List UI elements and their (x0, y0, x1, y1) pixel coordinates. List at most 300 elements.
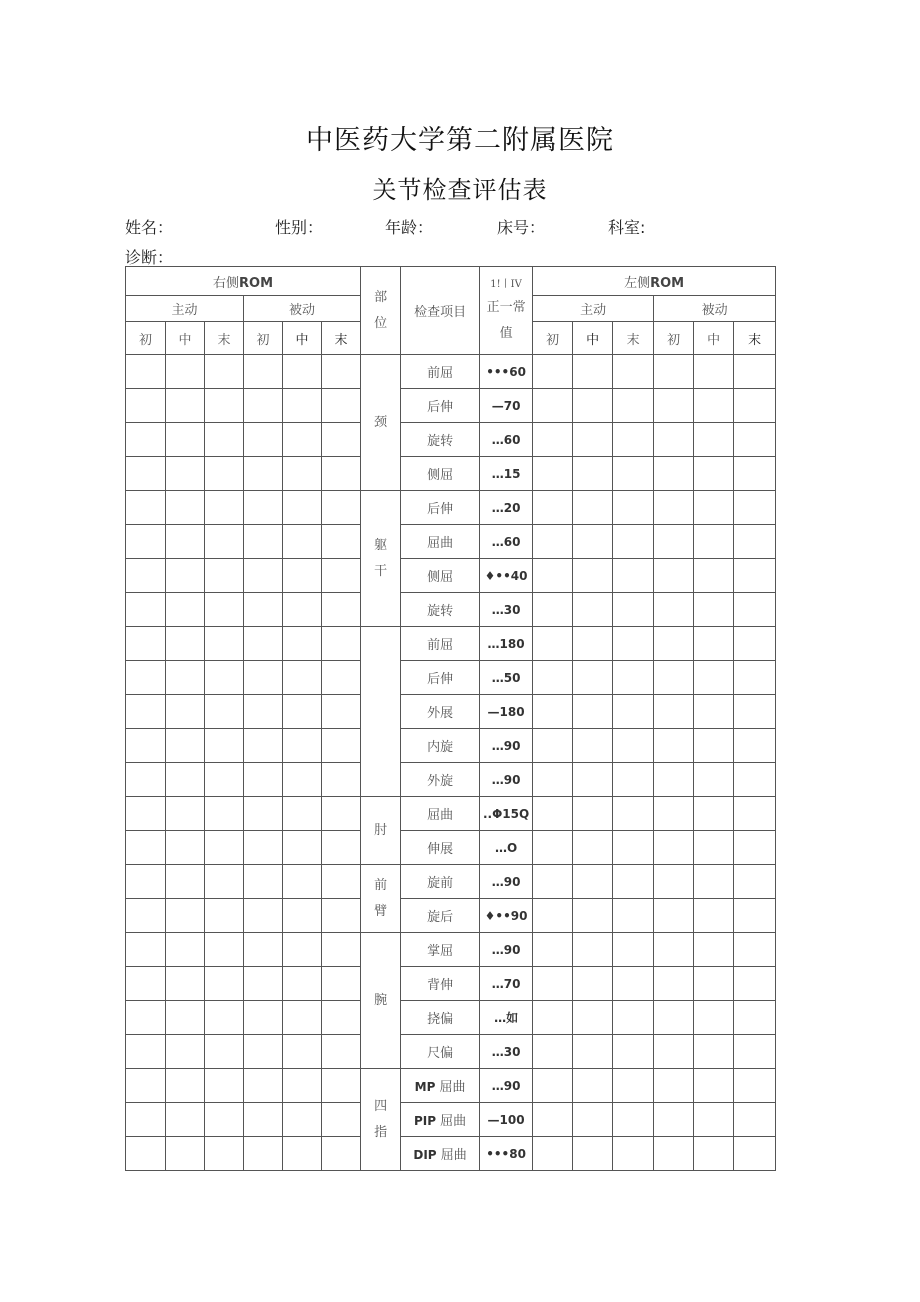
left-rom-cell[interactable] (694, 627, 734, 661)
right-rom-cell[interactable] (283, 695, 322, 729)
right-rom-cell[interactable] (322, 525, 361, 559)
right-rom-cell[interactable] (205, 355, 244, 389)
right-rom-cell[interactable] (283, 763, 322, 797)
left-rom-cell[interactable] (573, 695, 613, 729)
left-rom-cell[interactable] (613, 967, 654, 1001)
left-rom-cell[interactable] (694, 797, 734, 831)
left-rom-cell[interactable] (654, 865, 694, 899)
right-rom-cell[interactable] (126, 729, 166, 763)
right-rom-cell[interactable] (283, 1001, 322, 1035)
left-rom-cell[interactable] (613, 1103, 654, 1137)
right-rom-cell[interactable] (166, 423, 205, 457)
right-rom-cell[interactable] (166, 933, 205, 967)
right-rom-cell[interactable] (244, 355, 283, 389)
normal-value-cell: ..Φ15Q (480, 797, 533, 831)
right-rom-cell[interactable] (322, 831, 361, 865)
right-rom-cell[interactable] (283, 627, 322, 661)
left-rom-cell[interactable] (734, 1001, 776, 1035)
right-rom-cell[interactable] (205, 763, 244, 797)
left-rom-cell[interactable] (694, 593, 734, 627)
right-rom-cell[interactable] (205, 627, 244, 661)
right-rom-cell[interactable] (166, 967, 205, 1001)
left-rom-cell[interactable] (654, 457, 694, 491)
right-rom-cell[interactable] (283, 525, 322, 559)
right-rom-cell[interactable] (205, 525, 244, 559)
left-rom-cell[interactable] (613, 695, 654, 729)
left-rom-cell[interactable] (533, 559, 573, 593)
right-rom-cell[interactable] (244, 525, 283, 559)
left-rom-cell[interactable] (694, 1069, 734, 1103)
right-rom-cell[interactable] (205, 389, 244, 423)
right-rom-cell[interactable] (166, 1137, 205, 1171)
right-rom-cell[interactable] (126, 627, 166, 661)
left-rom-cell[interactable] (613, 729, 654, 763)
left-rom-cell[interactable] (573, 389, 613, 423)
right-rom-cell[interactable] (205, 1001, 244, 1035)
right-rom-cell[interactable] (283, 1035, 322, 1069)
left-rom-cell[interactable] (573, 1035, 613, 1069)
left-rom-cell[interactable] (654, 933, 694, 967)
part-cell (361, 355, 401, 491)
left-rom-cell[interactable] (573, 1069, 613, 1103)
joint-assessment-table (125, 266, 776, 1171)
right-rom-cell[interactable] (283, 729, 322, 763)
left-rom-cell[interactable] (573, 899, 613, 933)
right-rom-cell[interactable] (166, 899, 205, 933)
right-rom-cell[interactable] (244, 695, 283, 729)
left-rom-cell[interactable] (613, 627, 654, 661)
left-rom-cell[interactable] (694, 899, 734, 933)
right-rom-cell[interactable] (205, 1137, 244, 1171)
right-rom-cell[interactable] (322, 695, 361, 729)
right-rom-cell[interactable] (205, 967, 244, 1001)
right-rom-cell[interactable] (166, 355, 205, 389)
left-rom-cell[interactable] (573, 661, 613, 695)
left-rom-cell[interactable] (734, 491, 776, 525)
left-rom-cell[interactable] (654, 1001, 694, 1035)
right-rom-cell[interactable] (166, 865, 205, 899)
left-rom-cell[interactable] (533, 423, 573, 457)
left-rom-cell[interactable] (654, 797, 694, 831)
left-rom-cell[interactable] (694, 423, 734, 457)
left-rom-cell[interactable] (573, 729, 613, 763)
left-rom-cell[interactable] (533, 1001, 573, 1035)
right-rom-cell[interactable] (205, 797, 244, 831)
left-rom-cell[interactable] (573, 933, 613, 967)
left-rom-cell[interactable] (694, 491, 734, 525)
left-rom-cell[interactable] (573, 593, 613, 627)
right-rom-cell[interactable] (205, 423, 244, 457)
left-rom-cell[interactable] (734, 865, 776, 899)
right-rom-cell[interactable] (205, 661, 244, 695)
left-rom-cell[interactable] (694, 865, 734, 899)
left-rom-cell[interactable] (694, 1137, 734, 1171)
left-rom-cell[interactable] (573, 967, 613, 1001)
right-rom-cell[interactable] (166, 661, 205, 695)
left-rom-cell[interactable] (734, 1103, 776, 1137)
right-rom-cell[interactable] (244, 559, 283, 593)
left-rom-cell[interactable] (734, 831, 776, 865)
left-rom-cell[interactable] (734, 627, 776, 661)
left-rom-cell[interactable] (533, 389, 573, 423)
left-rom-cell[interactable] (613, 355, 654, 389)
left-rom-cell[interactable] (734, 423, 776, 457)
left-rom-cell[interactable] (613, 865, 654, 899)
left-rom-cell[interactable] (533, 899, 573, 933)
right-rom-cell[interactable] (244, 1035, 283, 1069)
normal-value-cell: —180 (480, 695, 533, 729)
left-rom-cell[interactable] (573, 865, 613, 899)
left-rom-cell[interactable] (694, 559, 734, 593)
left-rom-cell[interactable] (654, 967, 694, 1001)
right-rom-cell[interactable] (166, 593, 205, 627)
left-rom-cell[interactable] (613, 1069, 654, 1103)
left-rom-cell[interactable] (533, 1035, 573, 1069)
right-rom-cell[interactable] (126, 797, 166, 831)
left-rom-cell[interactable] (694, 763, 734, 797)
right-rom-cell[interactable] (283, 661, 322, 695)
right-rom-cell[interactable] (205, 865, 244, 899)
left-rom-cell[interactable] (694, 831, 734, 865)
left-rom-cell[interactable] (694, 355, 734, 389)
normal-value-cell: •••80 (480, 1137, 533, 1171)
right-rom-cell[interactable] (283, 899, 322, 933)
left-rom-cell[interactable] (694, 389, 734, 423)
left-rom-cell[interactable] (734, 355, 776, 389)
left-rom-cell[interactable] (734, 1069, 776, 1103)
left-rom-cell[interactable] (613, 797, 654, 831)
right-rom-cell[interactable] (322, 559, 361, 593)
left-rom-cell[interactable] (654, 695, 694, 729)
right-rom-cell[interactable] (244, 661, 283, 695)
right-rom-cell[interactable] (283, 797, 322, 831)
right-rom-cell[interactable] (205, 831, 244, 865)
right-rom-cell[interactable] (322, 1137, 361, 1171)
right-rom-cell[interactable] (126, 763, 166, 797)
right-rom-cell[interactable] (322, 1001, 361, 1035)
right-rom-cell[interactable] (244, 627, 283, 661)
right-rom-cell[interactable] (205, 695, 244, 729)
right-rom-cell[interactable] (126, 355, 166, 389)
right-rom-cell[interactable] (126, 695, 166, 729)
right-rom-cell[interactable] (283, 1137, 322, 1171)
right-rom-cell[interactable] (126, 1103, 166, 1137)
right-rom-cell[interactable] (205, 457, 244, 491)
right-rom-cell[interactable] (322, 729, 361, 763)
left-rom-cell[interactable] (573, 423, 613, 457)
normal-value-cell: •••60 (480, 355, 533, 389)
left-rom-cell[interactable] (654, 559, 694, 593)
left-rom-cell[interactable] (573, 797, 613, 831)
left-rom-cell[interactable] (533, 525, 573, 559)
right-rom-cell[interactable] (283, 967, 322, 1001)
left-rom-cell[interactable] (654, 899, 694, 933)
left-rom-cell[interactable] (613, 389, 654, 423)
left-rom-cell[interactable] (734, 1137, 776, 1171)
right-rom-cell[interactable] (126, 1035, 166, 1069)
right-rom-cell[interactable] (283, 491, 322, 525)
left-rom-cell[interactable] (613, 1137, 654, 1171)
left-rom-cell[interactable] (573, 525, 613, 559)
right-rom-cell[interactable] (244, 1001, 283, 1035)
left-rom-cell[interactable] (533, 967, 573, 1001)
left-rom-cell[interactable] (734, 661, 776, 695)
right-rom-cell[interactable] (126, 967, 166, 1001)
right-rom-cell[interactable] (166, 389, 205, 423)
left-rom-cell[interactable] (613, 661, 654, 695)
left-rom-cell[interactable] (533, 797, 573, 831)
right-rom-cell[interactable] (244, 933, 283, 967)
left-rom-cell[interactable] (573, 763, 613, 797)
right-rom-cell[interactable] (126, 423, 166, 457)
right-rom-cell[interactable] (166, 729, 205, 763)
right-rom-cell[interactable] (244, 831, 283, 865)
left-rom-cell[interactable] (734, 967, 776, 1001)
right-rom-cell[interactable] (166, 1069, 205, 1103)
right-rom-cell[interactable] (322, 355, 361, 389)
right-rom-cell[interactable] (166, 763, 205, 797)
left-rom-cell[interactable] (613, 933, 654, 967)
right-rom-cell[interactable] (166, 1103, 205, 1137)
left-rom-cell[interactable] (533, 729, 573, 763)
right-rom-cell[interactable] (126, 389, 166, 423)
right-rom-cell[interactable] (244, 1137, 283, 1171)
right-rom-cell[interactable] (205, 729, 244, 763)
right-rom-cell[interactable] (126, 865, 166, 899)
right-rom-cell[interactable] (322, 389, 361, 423)
left-rom-cell[interactable] (694, 1001, 734, 1035)
left-rom-cell[interactable] (613, 525, 654, 559)
right-rom-cell[interactable] (126, 559, 166, 593)
right-rom-cell[interactable] (205, 491, 244, 525)
right-rom-cell[interactable] (126, 1001, 166, 1035)
right-rom-cell[interactable] (205, 593, 244, 627)
left-rom-cell[interactable] (734, 695, 776, 729)
left-rom-cell[interactable] (613, 831, 654, 865)
left-rom-cell[interactable] (533, 355, 573, 389)
left-rom-cell[interactable] (573, 1001, 613, 1035)
right-rom-cell[interactable] (322, 593, 361, 627)
left-rom-cell[interactable] (613, 899, 654, 933)
left-rom-cell[interactable] (654, 729, 694, 763)
left-rom-cell[interactable] (613, 1001, 654, 1035)
left-rom-cell[interactable] (533, 457, 573, 491)
left-rom-cell[interactable] (734, 389, 776, 423)
right-rom-cell[interactable] (205, 1069, 244, 1103)
item-cell (401, 763, 480, 797)
right-rom-cell[interactable] (166, 695, 205, 729)
right-rom-cell[interactable] (244, 1103, 283, 1137)
left-rom-cell[interactable] (533, 491, 573, 525)
right-rom-cell[interactable] (283, 423, 322, 457)
right-rom-cell[interactable] (322, 899, 361, 933)
right-rom-cell[interactable] (244, 593, 283, 627)
right-rom-cell[interactable] (166, 1001, 205, 1035)
right-rom-cell[interactable] (244, 1069, 283, 1103)
left-rom-cell[interactable] (613, 423, 654, 457)
left-rom-cell[interactable] (654, 525, 694, 559)
left-rom-cell[interactable] (694, 525, 734, 559)
right-rom-cell[interactable] (322, 933, 361, 967)
left-rom-cell[interactable] (734, 1035, 776, 1069)
left-rom-cell[interactable] (613, 559, 654, 593)
right-rom-cell[interactable] (205, 1035, 244, 1069)
right-rom-cell[interactable] (283, 355, 322, 389)
right-rom-cell[interactable] (244, 423, 283, 457)
left-rom-cell[interactable] (654, 593, 694, 627)
left-rom-cell[interactable] (654, 355, 694, 389)
right-rom-cell[interactable] (322, 1069, 361, 1103)
right-rom-cell[interactable] (244, 729, 283, 763)
left-rom-cell[interactable] (734, 899, 776, 933)
right-rom-cell[interactable] (283, 457, 322, 491)
left-rom-cell[interactable] (734, 593, 776, 627)
left-rom-cell[interactable] (654, 627, 694, 661)
left-rom-cell[interactable] (573, 1137, 613, 1171)
right-rom-cell[interactable] (283, 865, 322, 899)
left-rom-cell[interactable] (573, 491, 613, 525)
left-rom-cell[interactable] (573, 457, 613, 491)
right-rom-cell[interactable] (166, 457, 205, 491)
left-rom-cell[interactable] (734, 457, 776, 491)
normal-value-cell: …如 (480, 1001, 533, 1035)
left-rom-cell[interactable] (734, 525, 776, 559)
left-rom-cell[interactable] (533, 661, 573, 695)
left-rom-cell[interactable] (694, 967, 734, 1001)
left-rom-cell[interactable] (734, 729, 776, 763)
right-rom-cell[interactable] (244, 763, 283, 797)
left-rom-cell[interactable] (613, 593, 654, 627)
left-rom-cell[interactable] (573, 627, 613, 661)
left-rom-cell[interactable] (654, 831, 694, 865)
right-rom-cell[interactable] (322, 423, 361, 457)
sex-label: 性别： (275, 218, 324, 237)
right-rom-cell[interactable] (126, 1069, 166, 1103)
left-rom-cell[interactable] (533, 695, 573, 729)
left-rom-cell[interactable] (573, 559, 613, 593)
left-rom-cell[interactable] (533, 831, 573, 865)
left-rom-cell[interactable] (734, 933, 776, 967)
right-rom-cell[interactable] (244, 457, 283, 491)
right-rom-cell[interactable] (244, 967, 283, 1001)
left-rom-cell[interactable] (654, 1069, 694, 1103)
right-rom-cell[interactable] (283, 1069, 322, 1103)
right-rom-cell[interactable] (283, 389, 322, 423)
right-rom-cell[interactable] (283, 593, 322, 627)
right-rom-cell[interactable] (244, 389, 283, 423)
right-rom-cell[interactable] (322, 491, 361, 525)
right-rom-cell[interactable] (166, 627, 205, 661)
right-rom-cell[interactable] (126, 661, 166, 695)
left-rom-cell[interactable] (533, 865, 573, 899)
right-rom-cell[interactable] (205, 899, 244, 933)
left-rom-cell[interactable] (654, 491, 694, 525)
right-rom-cell[interactable] (244, 491, 283, 525)
right-rom-cell[interactable] (322, 865, 361, 899)
left-rom-cell[interactable] (654, 1035, 694, 1069)
left-rom-cell[interactable] (654, 389, 694, 423)
right-rom-cell[interactable] (244, 899, 283, 933)
right-rom-cell[interactable] (166, 797, 205, 831)
right-rom-cell[interactable] (322, 797, 361, 831)
right-rom-cell[interactable] (322, 967, 361, 1001)
right-rom-cell[interactable] (126, 1137, 166, 1171)
left-rom-cell[interactable] (694, 1035, 734, 1069)
age-label: 年龄： (385, 218, 434, 237)
right-rom-cell[interactable] (126, 933, 166, 967)
right-rom-cell[interactable] (166, 559, 205, 593)
right-rom-cell[interactable] (205, 1103, 244, 1137)
left-rom-cell[interactable] (533, 763, 573, 797)
left-rom-cell[interactable] (573, 355, 613, 389)
left-rom-cell[interactable] (533, 1137, 573, 1171)
left-rom-cell[interactable] (654, 1103, 694, 1137)
left-rom-cell[interactable] (533, 1103, 573, 1137)
left-rom-cell[interactable] (694, 933, 734, 967)
left-rom-cell[interactable] (694, 661, 734, 695)
left-rom-cell[interactable] (573, 1103, 613, 1137)
left-rom-cell[interactable] (734, 763, 776, 797)
left-rom-cell[interactable] (734, 797, 776, 831)
right-rom-cell[interactable] (322, 457, 361, 491)
right-rom-cell[interactable] (283, 1103, 322, 1137)
left-rom-cell[interactable] (613, 1035, 654, 1069)
right-rom-cell[interactable] (322, 627, 361, 661)
left-rom-cell[interactable] (533, 593, 573, 627)
left-rom-cell[interactable] (694, 695, 734, 729)
left-rom-cell[interactable] (654, 1137, 694, 1171)
right-rom-cell[interactable] (126, 593, 166, 627)
right-rom-cell[interactable] (283, 933, 322, 967)
right-rom-cell[interactable] (126, 899, 166, 933)
right-rom-cell[interactable] (322, 661, 361, 695)
left-rom-cell[interactable] (734, 559, 776, 593)
right-rom-cell[interactable] (166, 491, 205, 525)
right-rom-cell[interactable] (322, 763, 361, 797)
right-rom-cell[interactable] (126, 831, 166, 865)
left-rom-cell[interactable] (613, 491, 654, 525)
left-rom-cell[interactable] (694, 1103, 734, 1137)
left-rom-cell[interactable] (654, 423, 694, 457)
right-rom-cell[interactable] (322, 1103, 361, 1137)
right-rom-cell[interactable] (166, 1035, 205, 1069)
right-rom-cell[interactable] (126, 457, 166, 491)
right-rom-cell[interactable] (244, 797, 283, 831)
right-rom-cell[interactable] (205, 933, 244, 967)
left-rom-cell[interactable] (654, 763, 694, 797)
left-rom-cell[interactable] (613, 457, 654, 491)
left-rom-cell[interactable] (613, 763, 654, 797)
right-rom-cell[interactable] (166, 831, 205, 865)
right-rom-cell[interactable] (244, 865, 283, 899)
right-rom-cell[interactable] (322, 1035, 361, 1069)
right-rom-cell[interactable] (126, 525, 166, 559)
left-rom-cell[interactable] (573, 831, 613, 865)
left-rom-cell[interactable] (694, 457, 734, 491)
right-active-middle-header: 中 (166, 322, 205, 355)
left-rom-cell[interactable] (533, 1069, 573, 1103)
right-rom-cell[interactable] (283, 559, 322, 593)
left-rom-cell[interactable] (533, 627, 573, 661)
left-rom-cell[interactable] (654, 661, 694, 695)
item-label: 旋转 (427, 604, 454, 619)
left-rom-cell[interactable] (533, 933, 573, 967)
right-rom-cell[interactable] (205, 559, 244, 593)
right-rom-cell[interactable] (283, 831, 322, 865)
right-rom-cell[interactable] (166, 525, 205, 559)
left-rom-cell[interactable] (694, 729, 734, 763)
right-rom-cell[interactable] (126, 491, 166, 525)
